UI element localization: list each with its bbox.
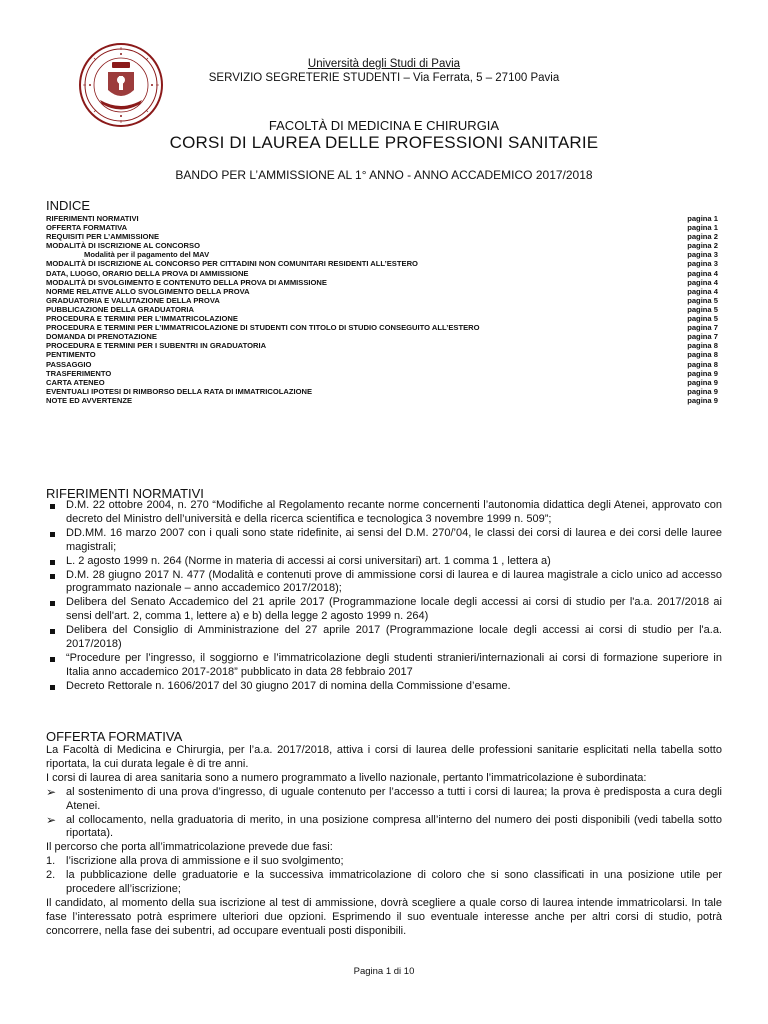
bullet-icon — [50, 657, 55, 662]
toc-entry — [46, 341, 718, 350]
toc-entry — [46, 314, 718, 323]
riferimento-item — [46, 499, 722, 527]
toc-entry-page: pagina 1 — [687, 214, 718, 223]
offerta-paragraph-3: Il percorso che porta all’immatricolazione prevede due fasi: — [46, 841, 333, 854]
toc-entry-page: pagina 4 — [687, 268, 718, 278]
toc-entry — [46, 332, 718, 341]
riferimento-item — [46, 624, 722, 652]
riferimenti-title: RIFERIMENTI NORMATIVI — [46, 486, 204, 501]
step-item — [46, 869, 722, 897]
toc-entry-label: REQUISITI PER L’AMMISSIONE — [46, 232, 160, 242]
toc-entry-label: GRADUATORIA E VALUTAZIONE DELLA PROVA — [46, 295, 220, 305]
riferimento-text: L. 2 agosto 1999 n. 264 (Norme in materia di accessi ai corsi universitari) art. 1 comma 1 , lettera a) — [66, 554, 551, 567]
toc-entry-page: pagina 8 — [687, 350, 718, 360]
arrow-item-text: al sostenimento di una prova d’ingresso, di uguale contenuto per l’accesso a tutti i corsi di laurea; la prova è predisposta a cura degli Atenei. — [66, 785, 722, 812]
arrow-item — [46, 786, 722, 814]
toc-entry-label: PROCEDURA E TERMINI PER I SUBENTRI IN GRADUATORIA — [46, 341, 267, 351]
step-text: l’iscrizione alla prova di ammissione e il suo svolgimento; — [66, 855, 344, 868]
toc-entry — [46, 369, 718, 378]
toc-entry — [46, 214, 718, 223]
bullet-icon — [50, 685, 55, 690]
toc-entry-label: NORME RELATIVE ALLO SVOLGIMENTO DELLA PROVA — [46, 286, 250, 296]
arrow-item-text: al collocamento, nella graduatoria di merito, in una posizione compresa all’interno del numero dei posti disponibili (vedi tabella sotto riportata). — [66, 813, 722, 840]
toc-entry-label: OFFERTA FORMATIVA — [46, 223, 128, 233]
toc-entry — [46, 278, 718, 287]
toc-entry-label: EVENTUALI IPOTESI DI RIMBORSO DELLA RATA DI IMMATRICOLAZIONE — [46, 386, 313, 396]
toc-entry-page: pagina 1 — [687, 223, 718, 233]
toc-entry-page: pagina 9 — [687, 368, 718, 378]
bullet-icon — [50, 532, 55, 537]
toc-entry-label: MODALITÀ DI SVOLGIMENTO E CONTENUTO DELLA PROVA DI AMMISSIONE — [46, 277, 327, 287]
toc-entry-label: PENTIMENTO — [46, 350, 96, 360]
toc-entry-page: pagina 2 — [687, 232, 718, 242]
toc-entry-page: pagina 3 — [687, 259, 718, 269]
riferimenti-list — [46, 499, 722, 694]
arrow-bullet-icon: ➢ — [46, 812, 57, 827]
riferimento-item — [46, 596, 722, 624]
document-title: CORSI DI LAUREA DELLE PROFESSIONI SANITARIE — [169, 133, 599, 152]
toc-entry-page: pagina 8 — [687, 341, 718, 351]
step-text: la pubblicazione delle graduatorie e la successiva immatricolazione di coloro che si sono classificati in una posizione utile per procedere all’iscrizione; — [66, 869, 722, 896]
toc-entry-label: PUBBLICAZIONE DELLA GRADUATORIA — [46, 304, 194, 314]
bullet-icon — [50, 504, 55, 509]
toc-entry-label: NOTE ED AVVERTENZE — [46, 395, 133, 405]
riferimento-text: D.M. 28 giugno 2017 N. 477 (Modalità e contenuti prove di ammissione corsi di laurea e di laurea magistrale a ciclo unico ad accesso programmato nazionale – anno accademico 2017/2018); — [66, 568, 722, 595]
toc-entry-label: CARTA ATENEO — [46, 377, 105, 387]
riferimento-item — [46, 555, 722, 569]
toc-entry-label: PROCEDURA E TERMINI PER L’IMMATRICOLAZIONE DI STUDENTI CON TITOLO DI STUDIO CONSEGUITO ALL’ESTERO — [46, 323, 480, 333]
toc-entry-label: TRASFERIMENTO — [46, 368, 112, 378]
toc-entry-page: pagina 5 — [687, 304, 718, 314]
toc-entry-label: Modalità per il pagamento del MAV — [84, 250, 210, 260]
toc-entry-page: pagina 9 — [687, 377, 718, 387]
riferimento-item — [46, 680, 722, 694]
toc-entry — [46, 360, 718, 369]
toc-entry-page: pagina 8 — [687, 359, 718, 369]
page-number: Pagina 1 di 10 — [353, 966, 415, 977]
toc-entry — [46, 269, 718, 278]
toc-entry — [46, 241, 718, 250]
riferimento-text: Delibera del Consiglio di Amministrazione del 27 aprile 2017 (Programmazione locale degli accessi ai corsi di studio per l'a.a. 2017/2018) — [66, 624, 722, 651]
riferimento-text: DD.MM. 16 marzo 2007 con i quali sono state ridefinite, ai sensi del D.M. 270/’04, le classi dei corsi di laurea e dei corsi delle lauree magistrali; — [66, 526, 722, 553]
riferimento-text: Delibera del Senato Accademico del 21 aprile 2017 (Programmazione locale degli accessi ai corsi di studio per l'a.a. 2017/2018 ai sensi dell'art. 2, comma 1, lettere a) e b) della legge 2 agosto 1999 n. 264) — [66, 596, 722, 623]
toc-entry-page: pagina 4 — [687, 277, 718, 287]
toc-entry — [46, 387, 718, 396]
university-name: Università degli Studi di Pavia — [307, 58, 461, 70]
riferimento-item — [46, 652, 722, 680]
toc-entry-page: pagina 9 — [687, 386, 718, 396]
toc-entry-page: pagina 9 — [687, 395, 718, 405]
bullet-icon — [50, 574, 55, 579]
riferimento-text: Decreto Rettorale n. 1606/2017 del 30 giugno 2017 di nomina della Commissione d’esame. — [66, 679, 511, 692]
toc-entry-page: pagina 7 — [687, 332, 718, 342]
riferimento-text: “Procedure per l’ingresso, il soggiorno e l’immatricolazione degli studenti stranieri/internazionali ai corsi di formazione superiore in Italia anno accademico 2017-2018” pubblicato in data 28 febbraio 2017 — [66, 651, 722, 678]
toc-entry-page: pagina 4 — [687, 286, 718, 296]
offerta-body — [46, 744, 722, 939]
toc-entry-label: MODALITÀ DI ISCRIZIONE AL CONCORSO — [46, 241, 200, 251]
toc-entry — [46, 232, 718, 241]
toc-entry-page: pagina 5 — [687, 314, 718, 324]
toc-entry-page: pagina 7 — [687, 323, 718, 333]
toc-entry-label: PASSAGGIO — [46, 359, 92, 369]
toc-entry — [46, 259, 718, 268]
step-number: 1. — [46, 855, 56, 868]
toc-entry-page: pagina 3 — [687, 250, 718, 260]
toc-entry-label: DATA, LUOGO, ORARIO DELLA PROVA DI AMMISSIONE — [46, 268, 249, 278]
toc-entry — [46, 223, 718, 232]
arrow-bullet-icon: ➢ — [46, 784, 57, 799]
riferimento-item — [46, 569, 722, 597]
toc-entry — [46, 287, 718, 296]
university-seal-logo — [78, 42, 164, 128]
offerta-paragraph-1: La Facoltà di Medicina e Chirurgia, per l’a.a. 2017/2018, attiva i corsi di laurea delle professioni sanitarie esplicitati nella tabella sotto riportata, la cui durata legale è di tre anni. — [46, 744, 722, 770]
toc-entry — [46, 305, 718, 314]
bullet-icon — [50, 629, 55, 634]
index-title: INDICE — [46, 198, 91, 213]
arrow-item — [46, 814, 722, 842]
riferimento-text: D.M. 22 ottobre 2004, n. 270 “Modifiche al Regolamento recante norme concernenti l’autonomia didattica degli Atenei, approvato con decreto del Ministro dell’università e della ricerca scientifica e tecnologica 3 novembre 1999 n. 509”; — [66, 499, 722, 525]
riferimento-item — [46, 527, 722, 555]
toc-entry — [46, 350, 718, 359]
toc-entry — [46, 250, 718, 259]
faculty-name: FACOLTÀ DI MEDICINA E CHIRURGIA — [268, 118, 500, 133]
bullet-icon — [50, 560, 55, 565]
toc-entry-label: RIFERIMENTI NORMATIVI — [46, 214, 139, 223]
step-number: 2. — [46, 869, 56, 882]
offerta-paragraph-4: Il candidato, al momento della sua iscrizione al test di ammissione, dovrà scegliere a quale corso di laurea intende immatricolarsi. In tale fase l’interessato potrà esprimere ulteriori due opzioni. Esprimendo il suo eventuale interesse anche per altri corsi di studio, potrà concorrere, nella fase dei subentri, ad occupare eventuali posti disponibili. — [46, 896, 722, 937]
toc-entry-label: PROCEDURA E TERMINI PER L’IMMATRICOLAZIONE — [46, 314, 238, 324]
toc-entry — [46, 378, 718, 387]
toc-entry-label: MODALITÀ DI ISCRIZIONE AL CONCORSO PER CITTADINI NON COMUNITARI RESIDENTI ALL’ESTERO — [46, 259, 418, 269]
offerta-title: OFFERTA FORMATIVA — [46, 729, 183, 744]
bullet-icon — [50, 601, 55, 606]
table-of-contents — [46, 214, 718, 405]
toc-entry-page: pagina 2 — [687, 241, 718, 251]
step-item — [46, 855, 722, 869]
toc-entry — [46, 296, 718, 305]
toc-entry — [46, 396, 718, 405]
toc-entry-page: pagina 5 — [687, 295, 718, 305]
toc-entry — [46, 323, 718, 332]
toc-entry-label: DOMANDA DI PRENOTAZIONE — [46, 332, 157, 342]
office-address: SERVIZIO SEGRETERIE STUDENTI – Via Ferrata, 5 – 27100 Pavia — [208, 72, 560, 84]
offerta-paragraph-2: I corsi di laurea di area sanitaria sono a numero programmato a livello nazionale, pertanto l’immatricolazione è subordinata: — [46, 771, 647, 784]
document-subtitle: BANDO PER L’AMMISSIONE AL 1° ANNO - ANNO ACCADEMICO 2017/2018 — [175, 168, 593, 182]
